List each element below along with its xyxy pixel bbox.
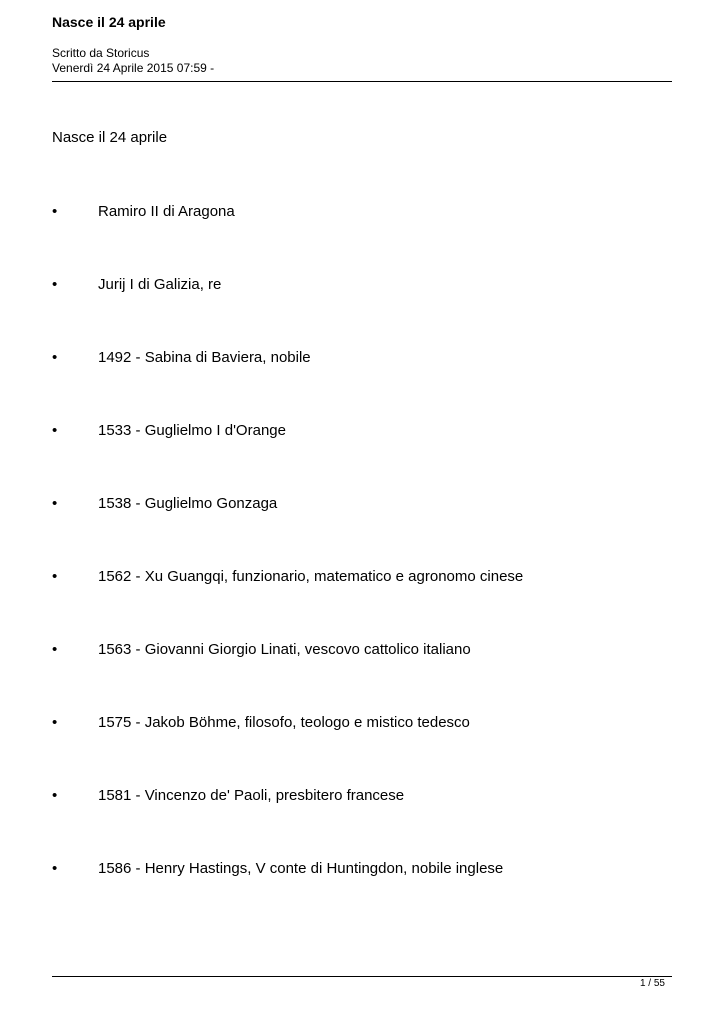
list-item (0, 714, 700, 734)
list-item-text: 1586 - Henry Hastings, V conte di Huntingdon, nobile inglese (98, 860, 504, 877)
list-item (0, 276, 700, 296)
list-item-text: 1533 - Guglielmo I d'Orange (98, 422, 286, 439)
bullet-icon: • (52, 568, 58, 585)
list-item-text: 1575 - Jakob Böhme, filosofo, teologo e mistico tedesco (98, 714, 470, 731)
bullet-icon: • (52, 787, 58, 804)
list-item (0, 787, 700, 807)
bullet-icon: • (52, 203, 58, 220)
bullet-icon: • (52, 495, 58, 512)
article-heading: Nasce il 24 aprile (52, 129, 168, 146)
list-item-text: Ramiro II di Aragona (98, 203, 235, 220)
list-item-text: 1492 - Sabina di Baviera, nobile (98, 349, 311, 366)
list-item-text: 1562 - Xu Guangqi, funzionario, matematico e agronomo cinese (98, 568, 524, 585)
bullet-icon: • (52, 860, 58, 877)
list-item-text: 1563 - Giovanni Giorgio Linati, vescovo cattolico italiano (98, 641, 471, 658)
bullet-icon: • (52, 349, 58, 366)
footer-divider (52, 976, 672, 977)
header-divider (52, 81, 672, 82)
bullet-icon: • (52, 422, 58, 439)
list-item (0, 422, 700, 442)
list-item-text: 1581 - Vincenzo de' Paoli, presbitero francese (98, 787, 405, 804)
date-line: Venerdì 24 Aprile 2015 07:59 - (52, 61, 215, 75)
list-item (0, 495, 700, 515)
list-item (0, 568, 700, 588)
bullet-icon: • (52, 276, 58, 293)
bullet-icon: • (52, 641, 58, 658)
list-item (0, 641, 700, 661)
list-item (0, 203, 700, 223)
author-line: Scritto da Storicus (52, 46, 150, 60)
list-item-text: Jurij I di Galizia, re (98, 276, 222, 293)
list-item (0, 349, 700, 369)
page-number: 1 / 55 (639, 978, 665, 989)
document-title: Nasce il 24 aprile (52, 14, 166, 30)
list-item (0, 860, 700, 880)
list-item-text: 1538 - Guglielmo Gonzaga (98, 495, 278, 512)
bullet-icon: • (52, 714, 58, 731)
